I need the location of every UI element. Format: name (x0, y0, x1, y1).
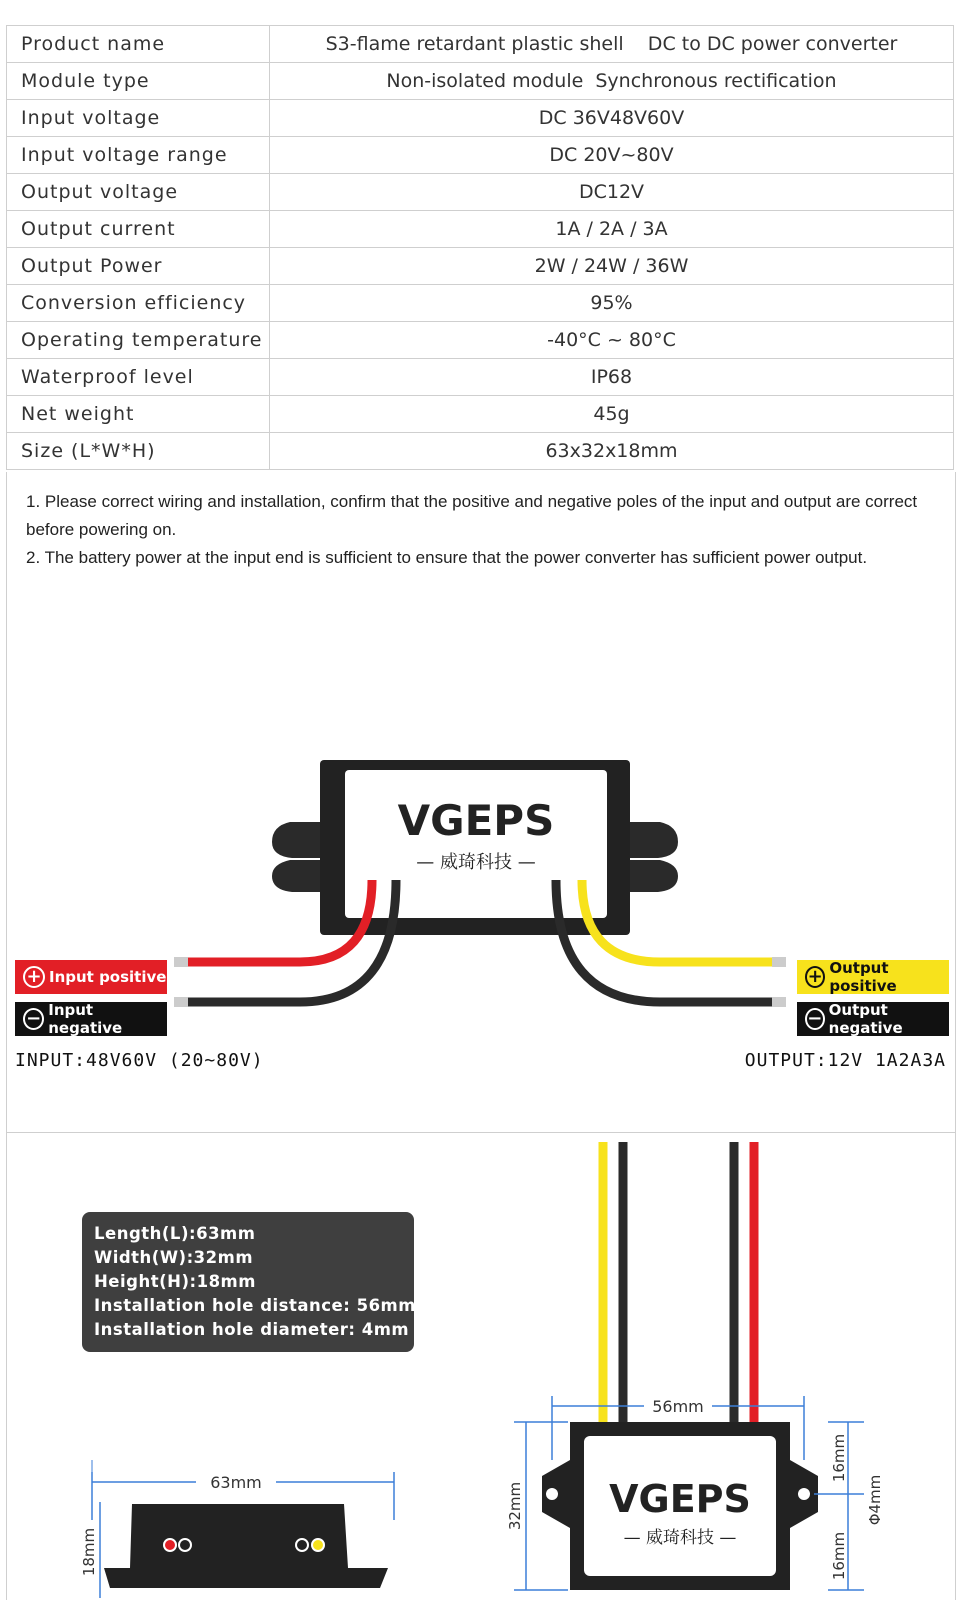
spec-value: 63x32x18mm (270, 433, 954, 470)
half-upper-label: 16mm (830, 1433, 848, 1483)
spec-row (7, 211, 954, 248)
spec-width: Width(W):32mm (94, 1248, 254, 1267)
wire-tip (174, 997, 188, 1007)
spec-label: Operating temperature (7, 322, 270, 359)
input-positive-label: Input positive (49, 968, 167, 986)
output-negative-tag (797, 1002, 949, 1036)
spec-label: Net weight (7, 396, 270, 433)
spec-row (7, 26, 954, 63)
spec-value: IP68 (270, 359, 954, 396)
spec-label: Output Power (7, 248, 270, 285)
length-label: 63mm (210, 1473, 262, 1492)
spec-value: S3-flame retardant plastic shell DC to DC power converter (270, 26, 954, 63)
output-spec-label: OUTPUT:12V 1A2A3A (744, 1050, 946, 1071)
minus-icon: − (805, 1008, 825, 1030)
hole-diameter-label: Φ4mm (866, 1474, 884, 1526)
wire-tip (174, 957, 188, 967)
top-view-drawing (508, 1140, 908, 1600)
spec-row (7, 433, 954, 470)
spec-hole-diameter: Installation hole diameter: 4mm (94, 1320, 410, 1339)
spec-label: Waterproof level (7, 359, 270, 396)
spec-row (7, 396, 954, 433)
spec-value: 2W / 24W / 36W (270, 248, 954, 285)
spec-label: Output current (7, 211, 270, 248)
side-view-drawing (70, 1460, 410, 1600)
brand-subtitle: — 威琦科技 — (416, 852, 536, 873)
spec-row (7, 100, 954, 137)
note-2: 2. The battery power at the input end is sufficient to ensure that the power converter has sufficient power output. (26, 548, 868, 567)
spec-row (7, 63, 954, 100)
notes (26, 488, 946, 572)
side-body (104, 1504, 388, 1588)
plus-icon: + (23, 966, 45, 988)
output-negative-label: Output negative (828, 1001, 903, 1037)
top-brand-subtitle: — 威琦科技 — (623, 1528, 737, 1548)
left-flange-2 (272, 860, 320, 892)
dimension-spec-box (82, 1212, 414, 1352)
top-brand-logo: VGEPS (609, 1477, 751, 1521)
minus-icon: − (23, 1008, 44, 1030)
spec-row (7, 174, 954, 211)
input-negative-tag (15, 1002, 167, 1036)
output-positive-label: Output positive (829, 959, 897, 995)
spec-value: 1A / 2A / 3A (270, 211, 954, 248)
note-1: 1. Please correct wiring and installation, confirm that the positive and negative poles of the input and output are correct before powering on. (26, 492, 918, 539)
input-negative-label: Input negative (48, 1001, 123, 1037)
spec-value: DC12V (270, 174, 954, 211)
spec-row (7, 322, 954, 359)
spec-value: 45g (270, 396, 954, 433)
output-positive-tag (797, 960, 949, 994)
width-label: 32mm (506, 1481, 524, 1531)
spec-label: Size (L*W*H) (7, 433, 270, 470)
hole-distance-label: 56mm (652, 1397, 704, 1416)
spec-value: -40°C ~ 80°C (270, 322, 954, 359)
height-label: 18mm (80, 1527, 98, 1577)
input-spec-label: INPUT:48V60V (20~80V) (15, 1050, 264, 1071)
spec-value: DC 36V48V60V (270, 100, 954, 137)
half-lower-label: 16mm (830, 1531, 848, 1581)
spec-value: Non-isolated module Synchronous rectification (270, 63, 954, 100)
spec-value: DC 20V~80V (270, 137, 954, 174)
plus-icon: + (805, 966, 825, 988)
spec-label: Input voltage range (7, 137, 270, 174)
spec-label: Module type (7, 63, 270, 100)
spec-row (7, 248, 954, 285)
spec-row (7, 285, 954, 322)
spec-table (6, 25, 954, 470)
spec-row (7, 359, 954, 396)
wire-tip (772, 997, 786, 1007)
spec-label: Product name (7, 26, 270, 63)
left-flange (272, 822, 320, 858)
spec-hole-distance: Installation hole distance: 56mm (94, 1296, 416, 1315)
right-flange (630, 822, 678, 858)
spec-length: Length(L):63mm (94, 1224, 256, 1243)
spec-row (7, 137, 954, 174)
spec-label: Conversion efficiency (7, 285, 270, 322)
spec-label: Input voltage (7, 100, 270, 137)
spec-label: Output voltage (7, 174, 270, 211)
right-flange-2 (630, 860, 678, 892)
wire-tip (772, 957, 786, 967)
spec-height: Height(H):18mm (94, 1272, 256, 1291)
input-positive-tag (15, 960, 167, 994)
brand-logo: VGEPS (397, 796, 555, 845)
spec-value: 95% (270, 285, 954, 322)
